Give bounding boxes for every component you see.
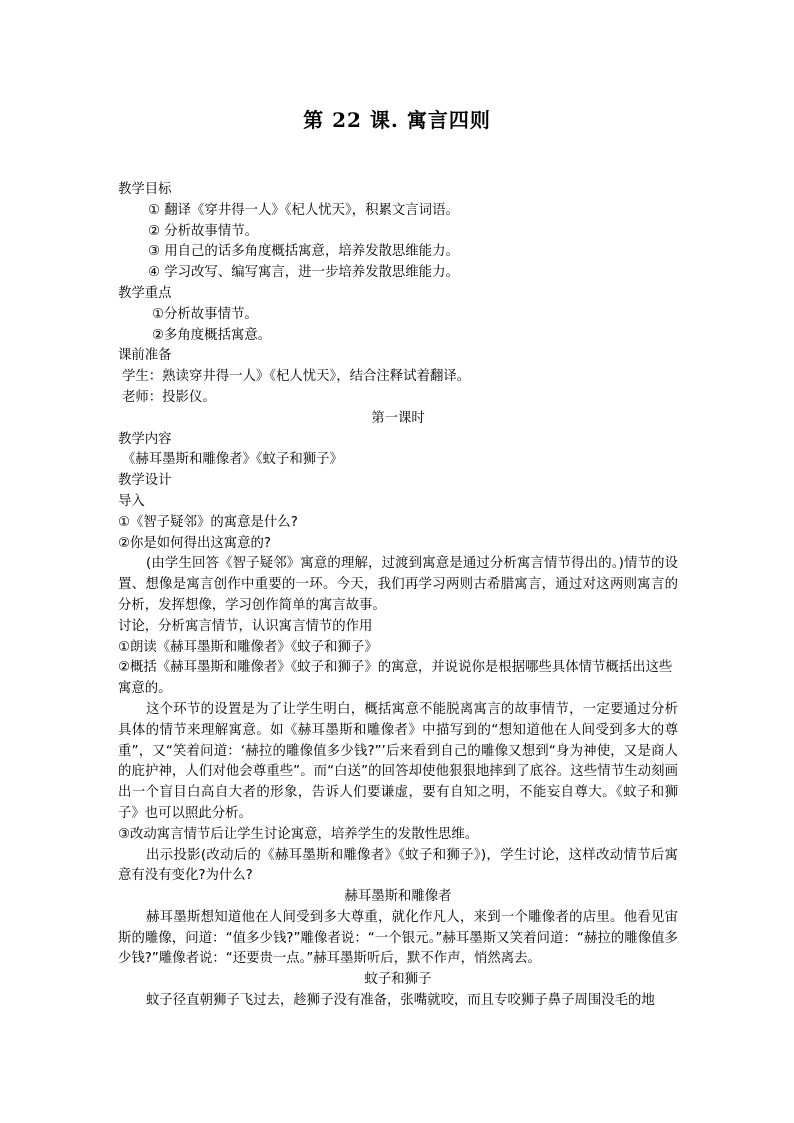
text-line: ②你是如何得出这寓意的?: [118, 535, 272, 551]
page-title: 第 22 课. 寓言四则: [303, 108, 491, 132]
text-line: 教学内容: [118, 431, 172, 447]
text-line: 课前准备: [118, 348, 172, 364]
text-line: ②概括《赫耳墨斯和雕像者》《蚊子和狮子》的寓意，并说说你是根据哪些具体情节概括出这些寓意的。: [118, 660, 673, 697]
section-heading: 蚊子和狮子: [364, 972, 432, 988]
text-line: 教学设计: [118, 473, 172, 489]
text-line: ①朗读《赫耳墨斯和雕像者》《蚊子和狮子》: [118, 639, 378, 655]
text-line: 《赫耳墨斯和雕像者》《蚊子和狮子》: [122, 452, 343, 468]
body-paragraph: (由学生回答《智子疑邻》寓意的理解，过渡到寓意是通过分析寓言情节得出的。)情节的设置、想像是寓言创作中重要的一环。今天，我们再学习两则古希腊寓言，通过对这两则寓言的分析，发挥想像，学习创作简单的寓言故事。: [118, 556, 678, 613]
text-line: ② 分析故事情节。: [148, 223, 258, 239]
text-line: 导入: [118, 493, 145, 509]
text-line: ④ 学习改写、编写寓言，进一步培养发散思维能力。: [148, 265, 459, 281]
section-heading: 赫耳墨斯和雕像者: [344, 889, 452, 905]
section-heading: 第一课时: [371, 410, 425, 426]
text-line: 教学目标: [118, 182, 172, 197]
text-line: 教学重点: [118, 285, 172, 301]
text-line: 讨论，分析寓言情节，认识寓言情节的作用: [118, 618, 373, 634]
text-line: 老师：投影仪。: [122, 389, 216, 405]
text-line: ③ 用自己的话多角度概括寓意，培养发散思维能力。: [148, 244, 459, 260]
body-paragraph: 蚊子径直朝狮子飞过去，趁狮子没有准备，张嘴就咬，而且专咬狮子鼻子周围没毛的地: [146, 993, 655, 1009]
text-line: ①分析故事情节。: [152, 306, 258, 322]
lesson-body: [118, 180, 678, 1012]
text-line: ① 翻译《穿井得一人》《杞人忧天》，积累文言词语。: [148, 202, 459, 218]
body-paragraph: 这个环节的设置是为了让学生明白，概括寓意不能脱离寓言的故事情节，一定要通过分析具体的情节来理解寓意。如《赫耳墨斯和雕像者》中描写到的“想知道他在人间受到多大的尊重”，又“笑着问道：‘赫拉的雕像值多少钱?”’后来看到自己的雕像又想到“身为神使，又是商人的庇护神，人们对他会尊重些”。而“白送”的回答却使他狠狠地摔到了底谷。这些情节生动刻画出一个盲目白高自大者的形象，告诉人们要谦虚，要有自知之明，不能妄自尊大。《蚊子和狮子》也可以照此分析。: [118, 701, 678, 821]
body-paragraph: 赫耳墨斯想知道他在人间受到多大尊重，就化作凡人，来到一个雕像者的店里。他看见宙斯的雕像，问道：“值多少钱?”雕像者说：“一个银元。”赫耳墨斯又笑着问道：“赫拉的雕像值多少钱?”雕像者说：“还要贵一点。”赫耳墨斯听后，默不作声，悄然离去。: [118, 909, 678, 967]
body-paragraph: 出示投影(改动后的《赫耳墨斯和雕像者》《蚊子和狮子》)，学生讨论，这样改动情节后寓意有没有变化?为什么?: [118, 847, 678, 884]
text-line: ①《智子疑邻》的寓意是什么?: [118, 514, 298, 530]
text-line: ②多角度概括寓意。: [152, 327, 272, 343]
text-line: ③改动寓言情节后让学生讨论寓意，培养学生的发散性思维。: [118, 826, 479, 842]
text-line: 学生：熟读穿井得一人》《杞人忧天》，结合注释试着翻译。: [122, 369, 471, 385]
